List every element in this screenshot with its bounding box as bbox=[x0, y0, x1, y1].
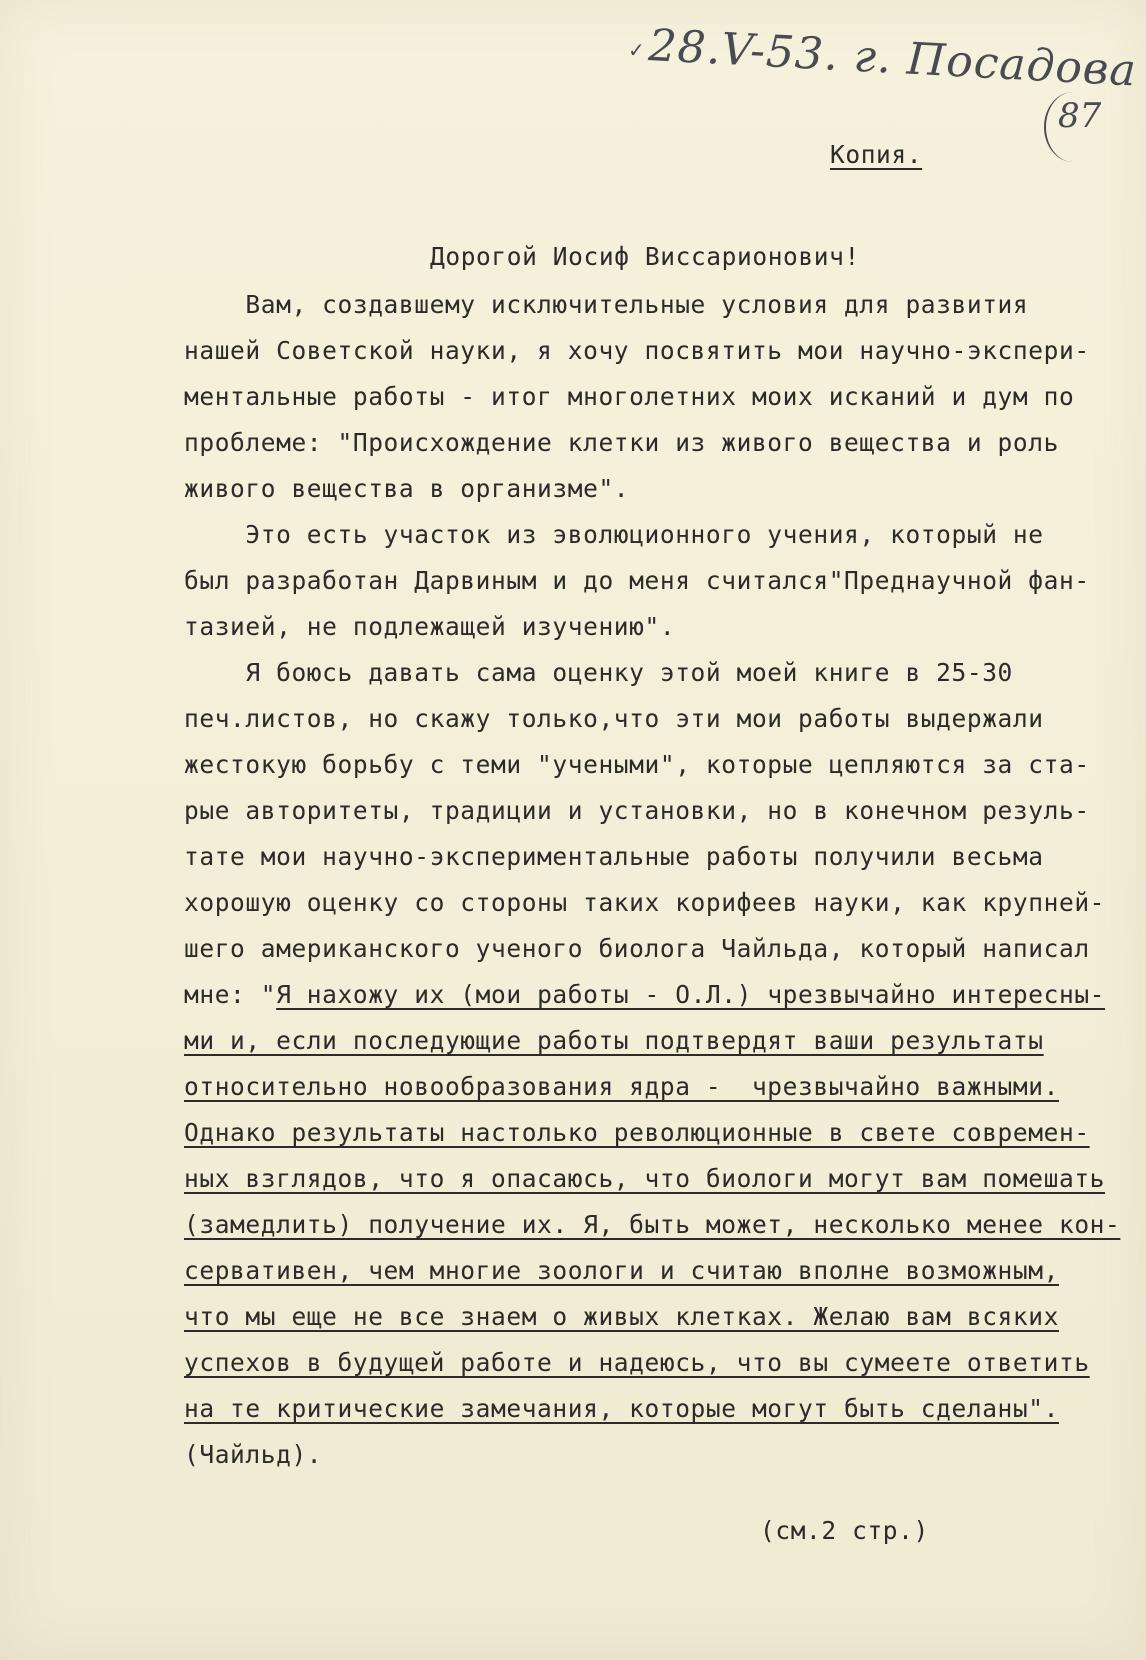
attribution: (Чайльд). bbox=[184, 1440, 323, 1469]
quote-text: ных взглядов, что я опасаюсь, что биологи могут вам помешать bbox=[184, 1164, 1106, 1193]
quote-line bbox=[184, 1256, 1059, 1286]
check-mark-icon: ✓ bbox=[628, 38, 645, 62]
salutation: Дорогой Иосиф Виссарионович! bbox=[430, 242, 860, 271]
quote-line bbox=[184, 1394, 1059, 1424]
quote-line bbox=[184, 1348, 1090, 1378]
handwritten-date-note: 28.V-53. г. Посадова bbox=[647, 20, 1139, 97]
quote-line bbox=[184, 1210, 1120, 1240]
body-line: был разработан Дарвиным и до меня считался"Преднаучной фан- bbox=[184, 566, 1090, 595]
quote-text: ми и, если последующие работы подтвердят ваши результаты bbox=[184, 1026, 1044, 1055]
quote-text: на те критические замечания, которые могут быть сделаны". bbox=[184, 1394, 1059, 1423]
quote-line bbox=[184, 1302, 1059, 1332]
quote-line bbox=[184, 1026, 1044, 1056]
quote-first-text: Я нахожу их (мои работы - О.Л.) чрезвычайно интересны- bbox=[276, 980, 1106, 1009]
folio-number: 87 bbox=[1058, 96, 1102, 136]
quote-text: (замедлить) получение их. Я, быть может, несколько менее кон- bbox=[184, 1210, 1121, 1239]
body-line: шего американского ученого биолога Чайльда, который написал bbox=[184, 934, 1090, 963]
quote-opening-line bbox=[184, 980, 1105, 1010]
document-heading: Копия. bbox=[830, 140, 923, 169]
body-line: живого вещества в организме". bbox=[184, 474, 630, 503]
body-line: Это есть участок из эволюционного учения, который не bbox=[184, 520, 1044, 549]
quote-line bbox=[184, 1072, 1059, 1102]
quote-line bbox=[184, 1164, 1105, 1194]
quote-line bbox=[184, 1118, 1090, 1148]
quote-text: что мы еще не все знаем о живых клетках. Желаю вам всяких bbox=[184, 1302, 1059, 1331]
body-line: рые авторитеты, традиции и установки, но в конечном резуль- bbox=[184, 796, 1090, 825]
body-line: нашей Советской науки, я хочу посвятить мои научно-экспери- bbox=[184, 336, 1090, 365]
body-line: хорошую оценку со стороны таких корифеев науки, как крупней- bbox=[184, 888, 1106, 917]
quote-text: относительно новообразования ядра - чрезвычайно важными. bbox=[184, 1072, 1059, 1101]
body-line: Я боюсь давать сама оценку этой моей книге в 25-30 bbox=[184, 658, 1013, 687]
quote-prefix: мне: " bbox=[184, 980, 277, 1009]
quote-text: успехов в будущей работе и надеюсь, что вы сумеете ответить bbox=[184, 1348, 1090, 1377]
quote-text: Однако результаты настолько революционные в свете современ- bbox=[184, 1118, 1090, 1147]
body-line: Вам, создавшему исключительные условия для развития bbox=[184, 290, 1029, 319]
continuation-note: (см.2 стр.) bbox=[760, 1516, 929, 1545]
body-line: ментальные работы - итог многолетних моих исканий и дум по bbox=[184, 382, 1075, 411]
body-line: тате мои научно-экспериментальные работы получили весьма bbox=[184, 842, 1044, 871]
body-line: печ.листов, но скажу только,что эти мои работы выдержали bbox=[184, 704, 1044, 733]
body-line: жестокую борьбу с теми "учеными", которые цепляются за ста- bbox=[184, 750, 1090, 779]
quote-text: сервативен, чем многие зоологи и считаю вполне возможным, bbox=[184, 1256, 1059, 1285]
body-line: проблеме: "Происхождение клетки из живого вещества и роль bbox=[184, 428, 1059, 457]
body-line: тазией, не подлежащей изучению". bbox=[184, 612, 676, 641]
